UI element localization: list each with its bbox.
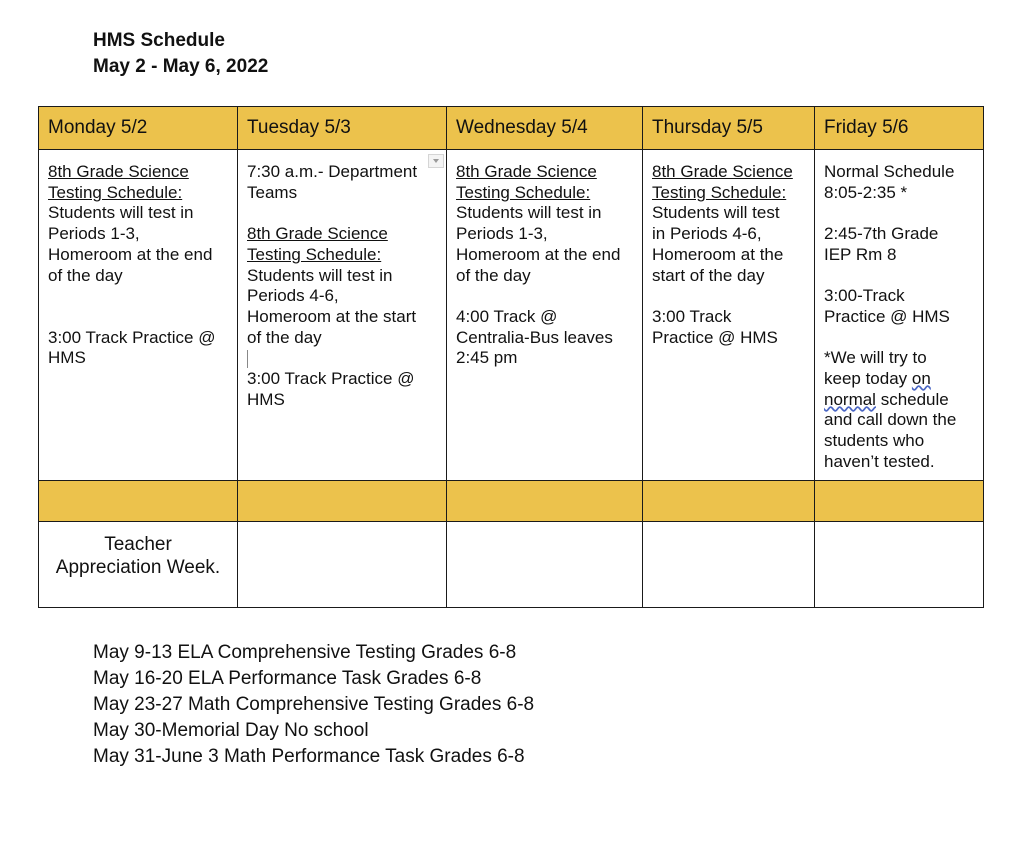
cell-line: Centralia-Bus leaves [456, 327, 613, 347]
cell-line: Practice @ HMS [652, 327, 778, 347]
cell-menu-dropdown-icon[interactable] [428, 154, 444, 168]
document-title [93, 28, 268, 80]
cell-text [238, 150, 446, 410]
cell-line: HMS [48, 348, 86, 368]
cell-line: Normal Schedule [824, 162, 955, 181]
list-item: May 16-20 ELA Performance Task Grades 6-8 [93, 668, 482, 689]
teacher-appreciation-note [39, 522, 237, 579]
header-cell-friday[interactable] [815, 107, 984, 150]
testing-heading: Testing Schedule: [48, 182, 183, 202]
cell-line: HMS [247, 389, 285, 409]
spacer-row [39, 481, 984, 522]
list-item: May 31-June 3 Math Performance Task Grades 6-8 [93, 746, 525, 767]
cell-line: Students will test in [456, 203, 602, 223]
note-line: Teacher [104, 534, 172, 555]
cell-line: Periods 4-6, [247, 286, 339, 306]
cell-text [39, 150, 237, 369]
testing-heading: Testing Schedule: [652, 182, 787, 202]
list-item: May 23-27 Math Comprehensive Testing Grades 6-8 [93, 694, 535, 715]
spellcheck-flag[interactable]: on [911, 368, 931, 388]
title-dates: May 2 - May 6, 2022 [93, 56, 269, 77]
testing-heading: 8th Grade Science [652, 162, 793, 181]
cell-line: of the day [48, 265, 123, 285]
upcoming-events-list [93, 640, 534, 770]
cell-line: *We will try to [824, 348, 927, 368]
empty-cell[interactable] [447, 522, 643, 608]
testing-heading: Testing Schedule: [247, 244, 382, 264]
day-header: Wednesday 5/4 [456, 117, 588, 138]
day-header: Monday 5/2 [48, 117, 148, 138]
day-header-row [39, 107, 984, 150]
cell-line: Practice @ HMS [824, 306, 950, 326]
cell-line: 3:00 Track Practice @ [48, 327, 216, 347]
cell-line [824, 390, 974, 411]
cell-line: haven’t tested. [824, 451, 935, 471]
empty-cell[interactable] [815, 522, 984, 608]
title-school: HMS Schedule [93, 30, 225, 51]
spacer-cell[interactable] [815, 481, 984, 522]
cell-line: 3:00 Track [652, 306, 732, 326]
cell-line: 4:00 Track @ [456, 306, 558, 326]
empty-cell[interactable] [238, 522, 447, 608]
spellcheck-flag[interactable]: normal [824, 389, 876, 409]
cell-line: Periods 1-3, [48, 224, 140, 244]
text-cursor [247, 348, 437, 369]
day-cell-tuesday[interactable] [238, 150, 447, 481]
cell-line: Students will test in [247, 265, 393, 285]
cell-line: IEP Rm 8 [824, 244, 897, 264]
day-cell-monday[interactable] [39, 150, 238, 481]
testing-heading: Testing Schedule: [456, 182, 591, 202]
spacer-cell[interactable] [39, 481, 238, 522]
testing-heading: 8th Grade Science [456, 162, 597, 181]
cell-line: of the day [247, 327, 322, 347]
cell-line: 7:30 a.m.- Department [247, 162, 418, 181]
cell-line: and call down the [824, 410, 957, 430]
day-cell-friday[interactable] [815, 150, 984, 481]
cell-line [824, 369, 974, 390]
weekly-schedule-table [38, 106, 984, 608]
note-cell[interactable] [39, 522, 238, 608]
spacer-cell[interactable] [447, 481, 643, 522]
cell-line: 8:05-2:35 * [824, 182, 908, 202]
header-cell-thursday[interactable] [643, 107, 815, 150]
cell-line: Students will test [652, 203, 780, 223]
day-cell-thursday[interactable] [643, 150, 815, 481]
list-item: May 30-Memorial Day No school [93, 720, 369, 741]
cell-line: 2:45-7th Grade [824, 224, 939, 244]
cell-line: in Periods 4-6, [652, 224, 762, 244]
cell-line: 3:00 Track Practice @ [247, 369, 415, 389]
testing-heading: 8th Grade Science [48, 162, 189, 181]
cell-text-run: keep today [824, 368, 912, 388]
cell-text-run: schedule [875, 389, 949, 409]
day-header: Thursday 5/5 [652, 117, 763, 138]
cell-line: Teams [247, 182, 298, 202]
note-row [39, 522, 984, 608]
cell-line: of the day [456, 265, 531, 285]
cell-line: Homeroom at the start [247, 306, 417, 326]
cell-line: 3:00-Track [824, 286, 905, 306]
header-cell-monday[interactable] [39, 107, 238, 150]
empty-cell[interactable] [643, 522, 815, 608]
header-cell-tuesday[interactable] [238, 107, 447, 150]
cell-text [815, 150, 983, 473]
header-cell-wednesday[interactable] [447, 107, 643, 150]
day-detail-row [39, 150, 984, 481]
cell-line: Homeroom at the end [456, 244, 621, 264]
day-header: Friday 5/6 [824, 117, 909, 138]
cell-line: 2:45 pm [456, 348, 518, 368]
spacer-cell[interactable] [643, 481, 815, 522]
testing-heading: 8th Grade Science [247, 224, 388, 244]
list-item: May 9-13 ELA Comprehensive Testing Grades 6-8 [93, 642, 517, 663]
day-header: Tuesday 5/3 [247, 117, 351, 138]
cell-line: Homeroom at the [652, 244, 784, 264]
cell-text [643, 150, 814, 348]
note-line: Appreciation Week. [55, 557, 221, 578]
cell-text [447, 150, 642, 369]
cell-line: Students will test in [48, 203, 194, 223]
cell-line: Homeroom at the end [48, 244, 213, 264]
cell-line: start of the day [652, 265, 765, 285]
cell-line: students who [824, 431, 925, 451]
day-cell-wednesday[interactable] [447, 150, 643, 481]
cell-line: Periods 1-3, [456, 224, 548, 244]
spacer-cell[interactable] [238, 481, 447, 522]
